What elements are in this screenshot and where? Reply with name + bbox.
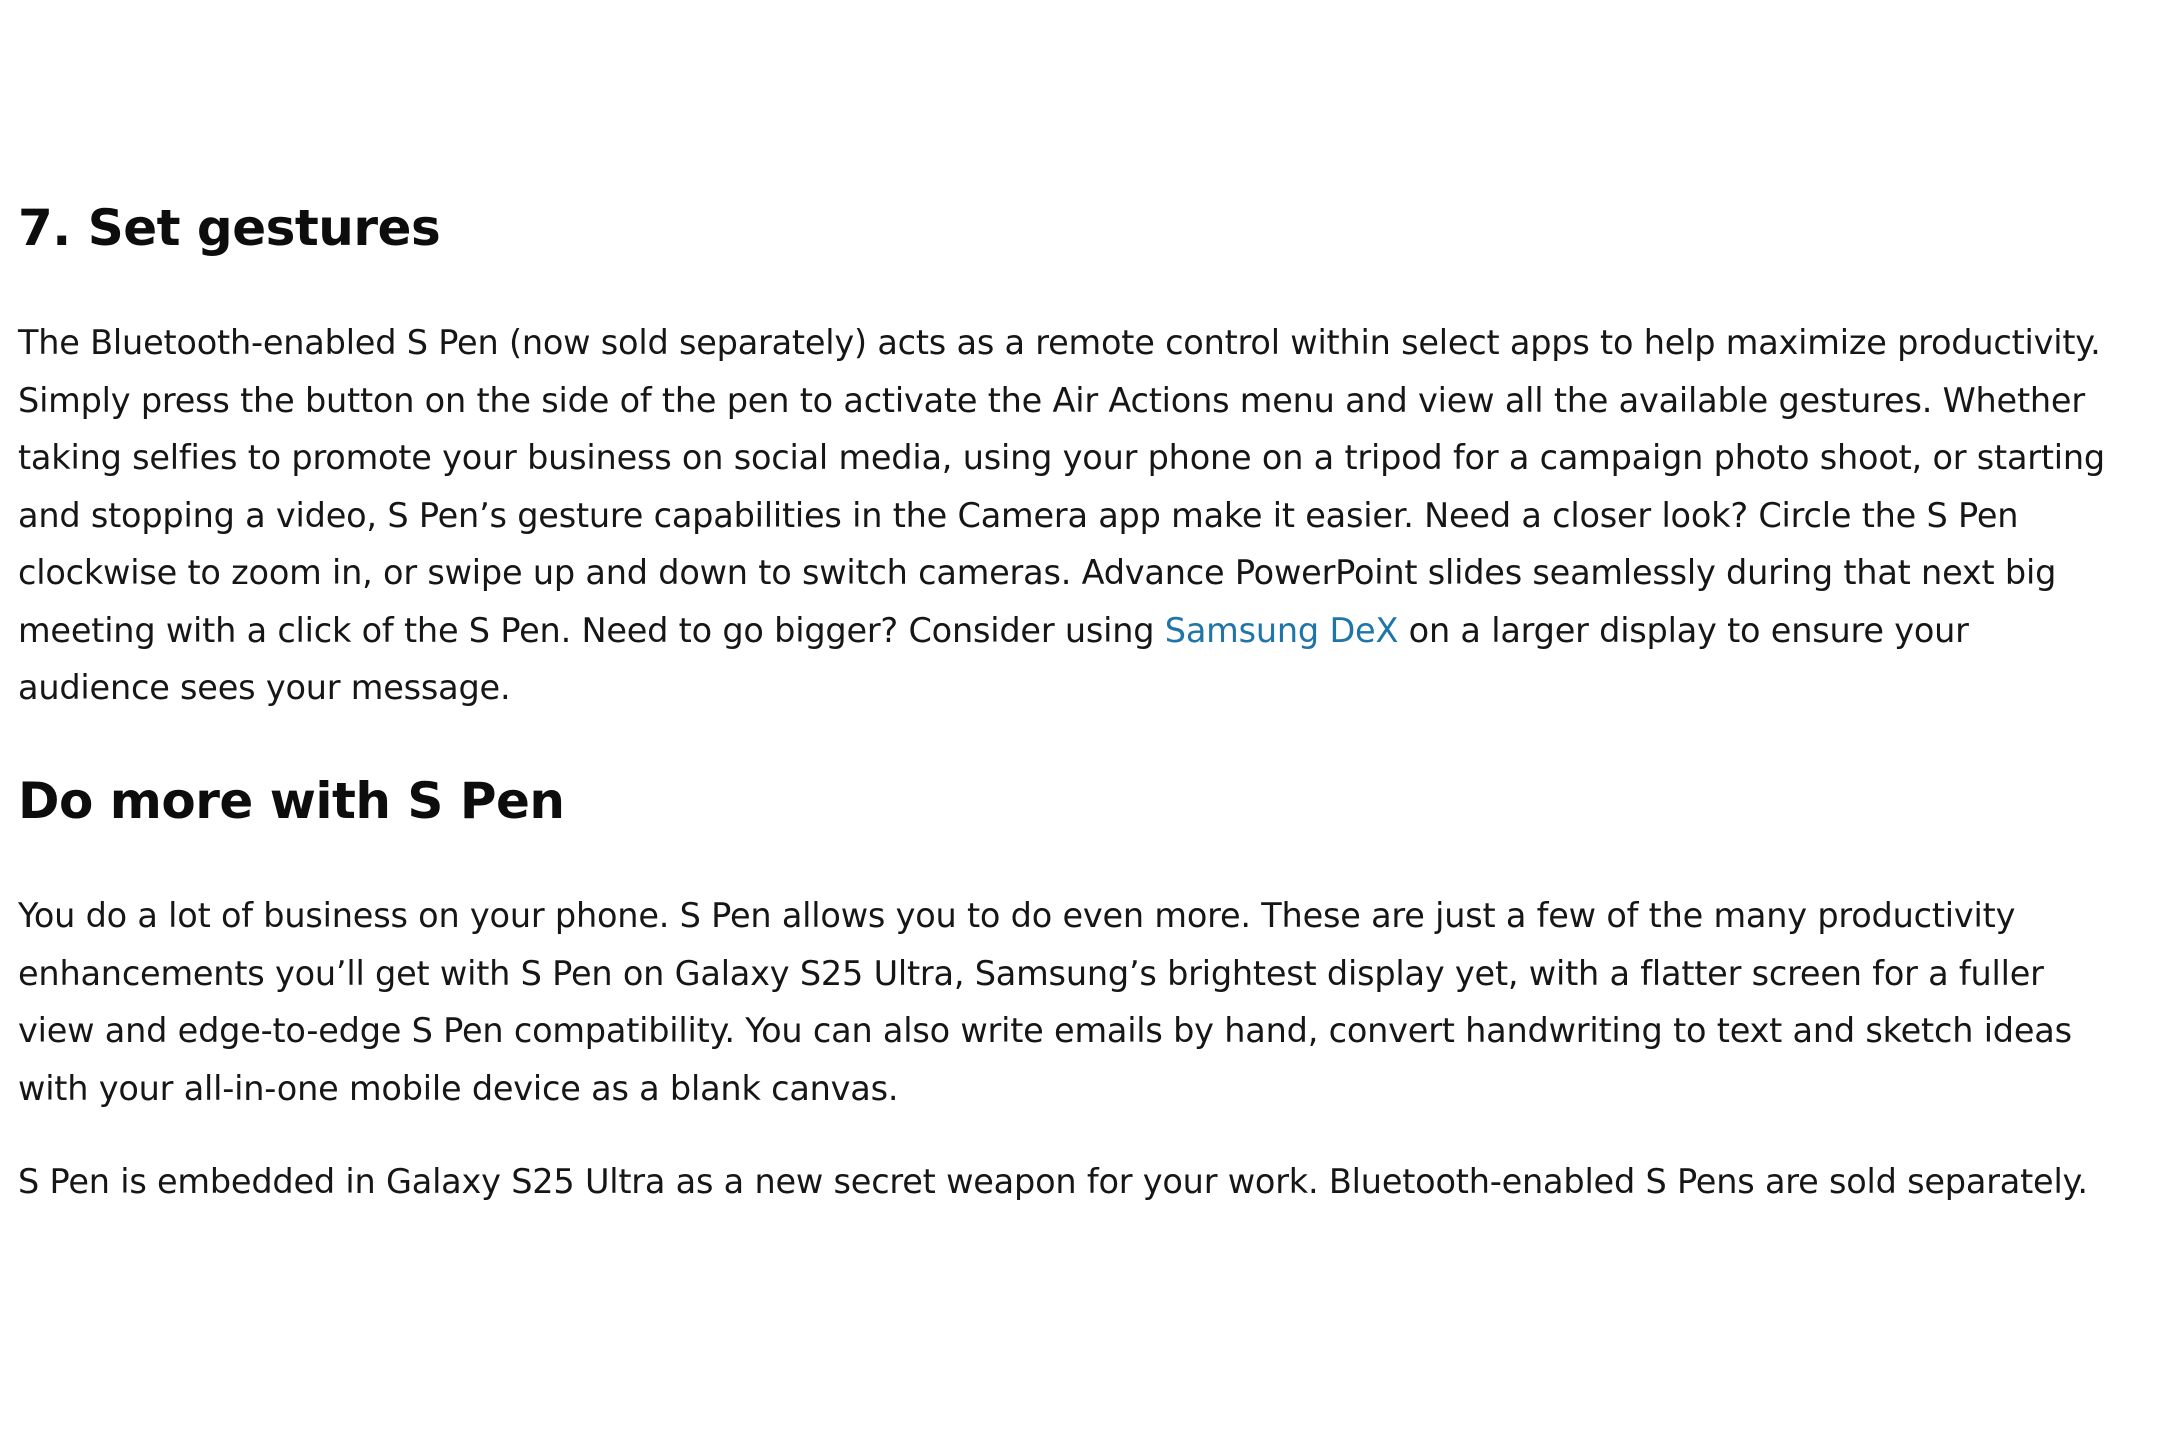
section-heading-do-more: Do more with S Pen <box>18 772 565 830</box>
set-gestures-paragraph <box>18 314 2113 717</box>
section-heading-set-gestures: 7. Set gestures <box>18 199 441 257</box>
do-more-paragraph-2: S Pen is embedded in Galaxy S25 Ultra as a new secret weapon for your work. Bluetooth-enabled S Pens are sold separately. <box>18 1162 2088 1201</box>
paragraph-text-before-link: The Bluetooth-enabled S Pen (now sold separately) acts as a remote control within select apps to help maximize productivity. Simply press the button on the side of the pen to activate the Air Actions menu and view all the available gestures. Whether taking selfies to promote your business on social media, using your phone on a tripod for a campaign photo shoot, or starting and stopping a video, S Pen’s gesture capabilities in the Camera app make it easier. Need a closer look? Circle the S Pen clockwise to zoom in, or swipe up and down to switch cameras. Advance PowerPoint slides seamlessly during that next big meeting with a click of the S Pen. Need to go bigger? Consider using <box>18 323 2105 650</box>
samsung-dex-link[interactable]: Samsung DeX <box>1164 610 1399 650</box>
paragraph-text-after-link: on a larger display to ensure your audience sees your message. <box>18 610 1969 707</box>
do-more-paragraph-1: You do a lot of business on your phone. S Pen allows you to do even more. These are just a few of the many productivity enhancements you’ll get with S Pen on Galaxy S25 Ultra, Samsung’s brightest display yet, with a flatter screen for a fuller view and edge-to-edge S Pen compatibility. You can also write emails by hand, convert handwriting to text and sketch ideas with your all-in-one mobile device as a blank canvas. <box>18 896 2072 1108</box>
